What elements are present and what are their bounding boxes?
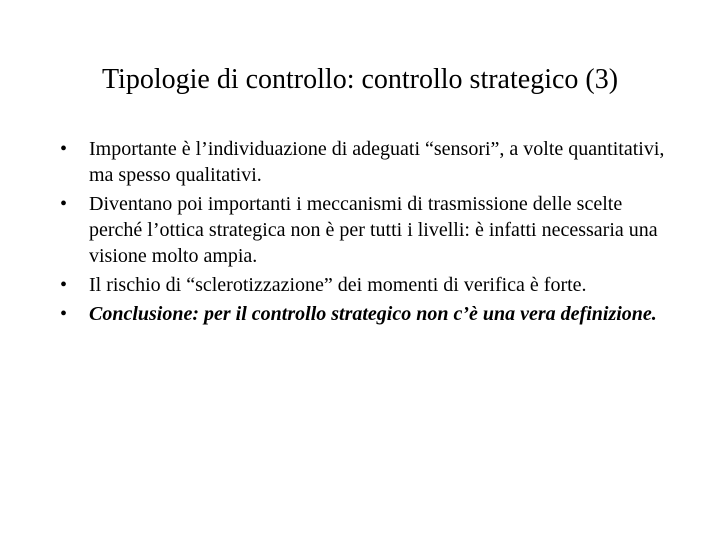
bullet-list: [60, 136, 670, 330]
bullet-item-conclusion: [60, 301, 670, 327]
bullet-item-transmission: [60, 191, 670, 269]
bullet-text: Conclusione: per il controllo strategico non c’è una vera definizione.: [89, 303, 657, 325]
bullet-item-sensors: [60, 136, 670, 188]
bullet-icon: •: [60, 193, 68, 215]
bullet-text: Diventano poi importanti i meccanismi di trasmissione delle scelte perché l’ottica strategica non è per tutti i livelli: è infatti necessaria una visione molto ampia.: [89, 193, 658, 267]
slide-title: Tipologie di controllo: controllo strategico (3): [101, 64, 619, 95]
bullet-item-sclerotization: [60, 272, 670, 298]
bullet-text: Il rischio di “sclerotizzazione” dei momenti di verifica è forte.: [89, 274, 587, 296]
bullet-icon: •: [60, 274, 68, 296]
bullet-text: Importante è l’individuazione di adeguati “sensori”, a volte quantitativi, ma spesso qualitativi.: [89, 138, 665, 186]
bullet-icon: •: [60, 303, 68, 325]
bullet-icon: •: [60, 138, 68, 160]
